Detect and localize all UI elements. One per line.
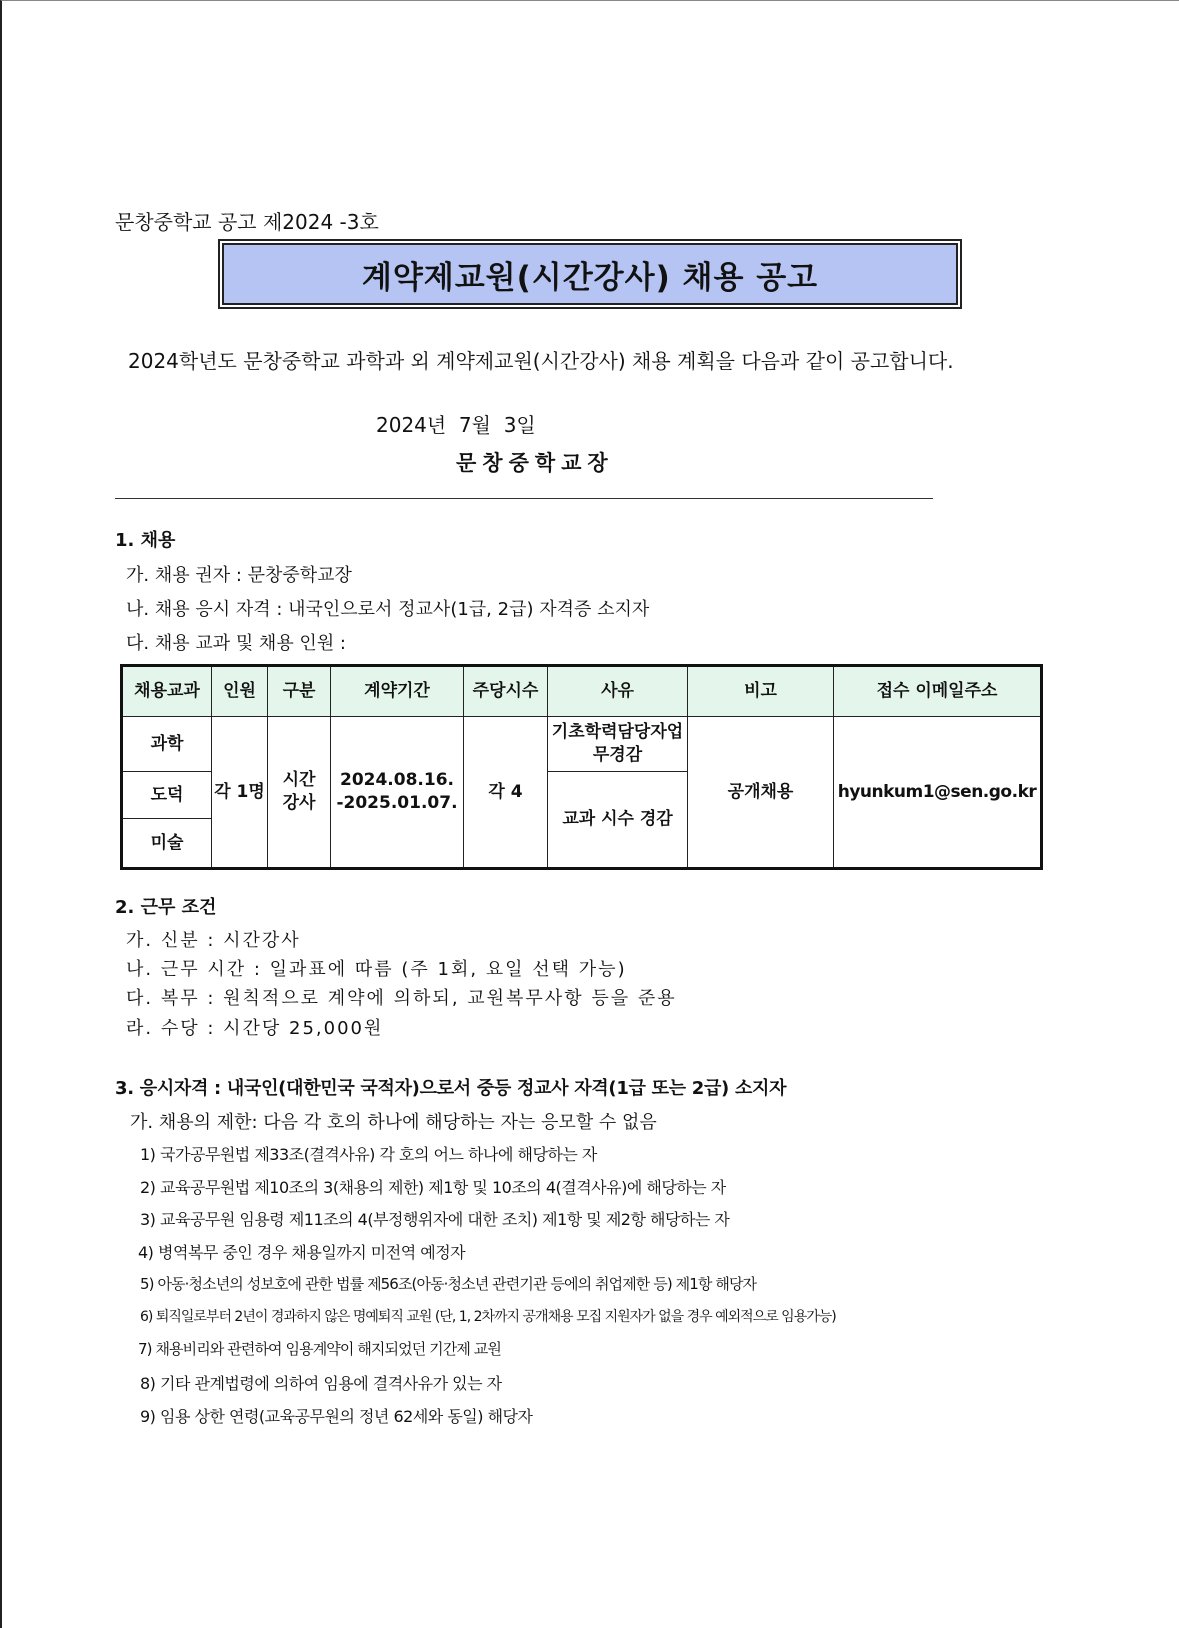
section-2-item: 나. 근무 시간 : 일과표에 따름 (주 1회, 요일 선택 가능): [126, 959, 627, 980]
subject-cell: 과학: [122, 717, 212, 772]
recruitment-table: [120, 664, 1043, 870]
header-weekly-hours: 주당시수: [464, 666, 548, 717]
section-2-item: 라. 수당 : 시간당 25,000원: [126, 1018, 384, 1039]
restriction-item: 1) 국가공무원법 제33조(결격사유) 각 호의 어느 하나에 해당하는 자: [140, 1145, 597, 1164]
weekly-hours-cell: 각 4: [464, 717, 548, 869]
section-3-heading: 3. 응시자격 : 내국인(대한민국 국적자)으로서 중등 정교사 자격(1급 또는 2급) 소지자: [115, 1078, 787, 1099]
header-period: 계약기간: [331, 666, 464, 717]
period-end: -2025.01.07.: [336, 793, 458, 813]
page-title: 계약제교원(시간강사) 채용 공고: [361, 259, 819, 296]
notice-date: 2024년 7월 3일: [376, 413, 536, 437]
signer: 문창중학교장: [456, 451, 614, 475]
period-cell: [331, 717, 464, 869]
section-2-item: 가. 신분 : 시간강사: [126, 930, 301, 951]
notice-number: 문창중학교 공고 제2024 -3호: [115, 210, 379, 234]
header-type: 구분: [268, 666, 331, 717]
section-3-restriction: 가. 채용의 제한: 다음 각 호의 하나에 해당하는 자는 응모할 수 없음: [130, 1112, 657, 1133]
reason-cell: 교과 시수 경감: [548, 772, 688, 869]
headcount-cell: 각 1명: [212, 717, 268, 869]
type-cell: [268, 717, 331, 869]
email-cell: hyunkum1@sen.go.kr: [834, 717, 1042, 869]
type-line: 강사: [282, 793, 316, 813]
section-2-item: 다. 복무 : 원칙적으로 계약에 의하되, 교원복무사항 등을 준용: [126, 988, 677, 1009]
header-subject: 채용교과: [122, 666, 212, 717]
restriction-item: 4) 병역복무 중인 경우 채용일까지 미전역 예정자: [138, 1243, 466, 1262]
restriction-item: 3) 교육공무원 임용령 제11조의 4(부정행위자에 대한 조치) 제1항 및 제2항 해당하는 자: [140, 1210, 730, 1229]
header-email: 접수 이메일주소: [834, 666, 1042, 717]
intro-text: 2024학년도 문창중학교 과학과 외 계약제교원(시간강사) 채용 계획을 다음과 같이 공고합니다.: [128, 349, 954, 373]
section-1-item: 다. 채용 교과 및 채용 인원 :: [126, 633, 346, 654]
section-1-item: 가. 채용 권자 : 문창중학교장: [126, 565, 352, 586]
table-header-row: [122, 666, 1042, 717]
header-reason: 사유: [548, 666, 688, 717]
title-box: [222, 243, 958, 305]
restriction-item: 5) 아동·청소년의 성보호에 관한 법률 제56조(아동·청소년 관련기관 등에의 취업제한 등) 제1항 해당자: [140, 1275, 757, 1293]
header-remark: 비고: [688, 666, 834, 717]
table-row: [122, 717, 1042, 772]
subject-cell: 미술: [122, 819, 212, 869]
subject-cell: 도덕: [122, 772, 212, 819]
period-start: 2024.08.16.: [339, 770, 454, 791]
section-1-item: 나. 채용 응시 자격 : 내국인으로서 정교사(1급, 2급) 자격증 소지자: [126, 599, 650, 620]
reason-cell: [548, 717, 688, 772]
restriction-item: 6) 퇴직일로부터 2년이 경과하지 않은 명예퇴직 교원 (단, 1, 2차까지 공개채용 모집 지원자가 없을 경우 예외적으로 임용가능): [140, 1309, 836, 1325]
section-2-heading: 2. 근무 조건: [115, 897, 217, 918]
header-headcount: 인원: [212, 666, 268, 717]
section-1-heading: 1. 채용: [115, 530, 176, 551]
restriction-item: 8) 기타 관계법령에 의하여 임용에 결격사유가 있는 자: [140, 1374, 502, 1393]
reason-line: 기초학력담당자업: [551, 722, 684, 743]
restriction-item: 9) 임용 상한 연령(교육공무원의 정년 62세와 동일) 해당자: [140, 1407, 533, 1426]
type-line: 시간: [282, 770, 316, 791]
restriction-item: 2) 교육공무원법 제10조의 3(채용의 제한) 제1항 및 10조의 4(결격사유)에 해당하는 자: [140, 1178, 726, 1197]
reason-line: 무경감: [592, 745, 643, 765]
divider: [115, 498, 933, 499]
restriction-item: 7) 채용비리와 관련하여 임용계약이 해지되었던 기간제 교원: [138, 1340, 501, 1358]
remark-cell: 공개채용: [688, 717, 834, 869]
